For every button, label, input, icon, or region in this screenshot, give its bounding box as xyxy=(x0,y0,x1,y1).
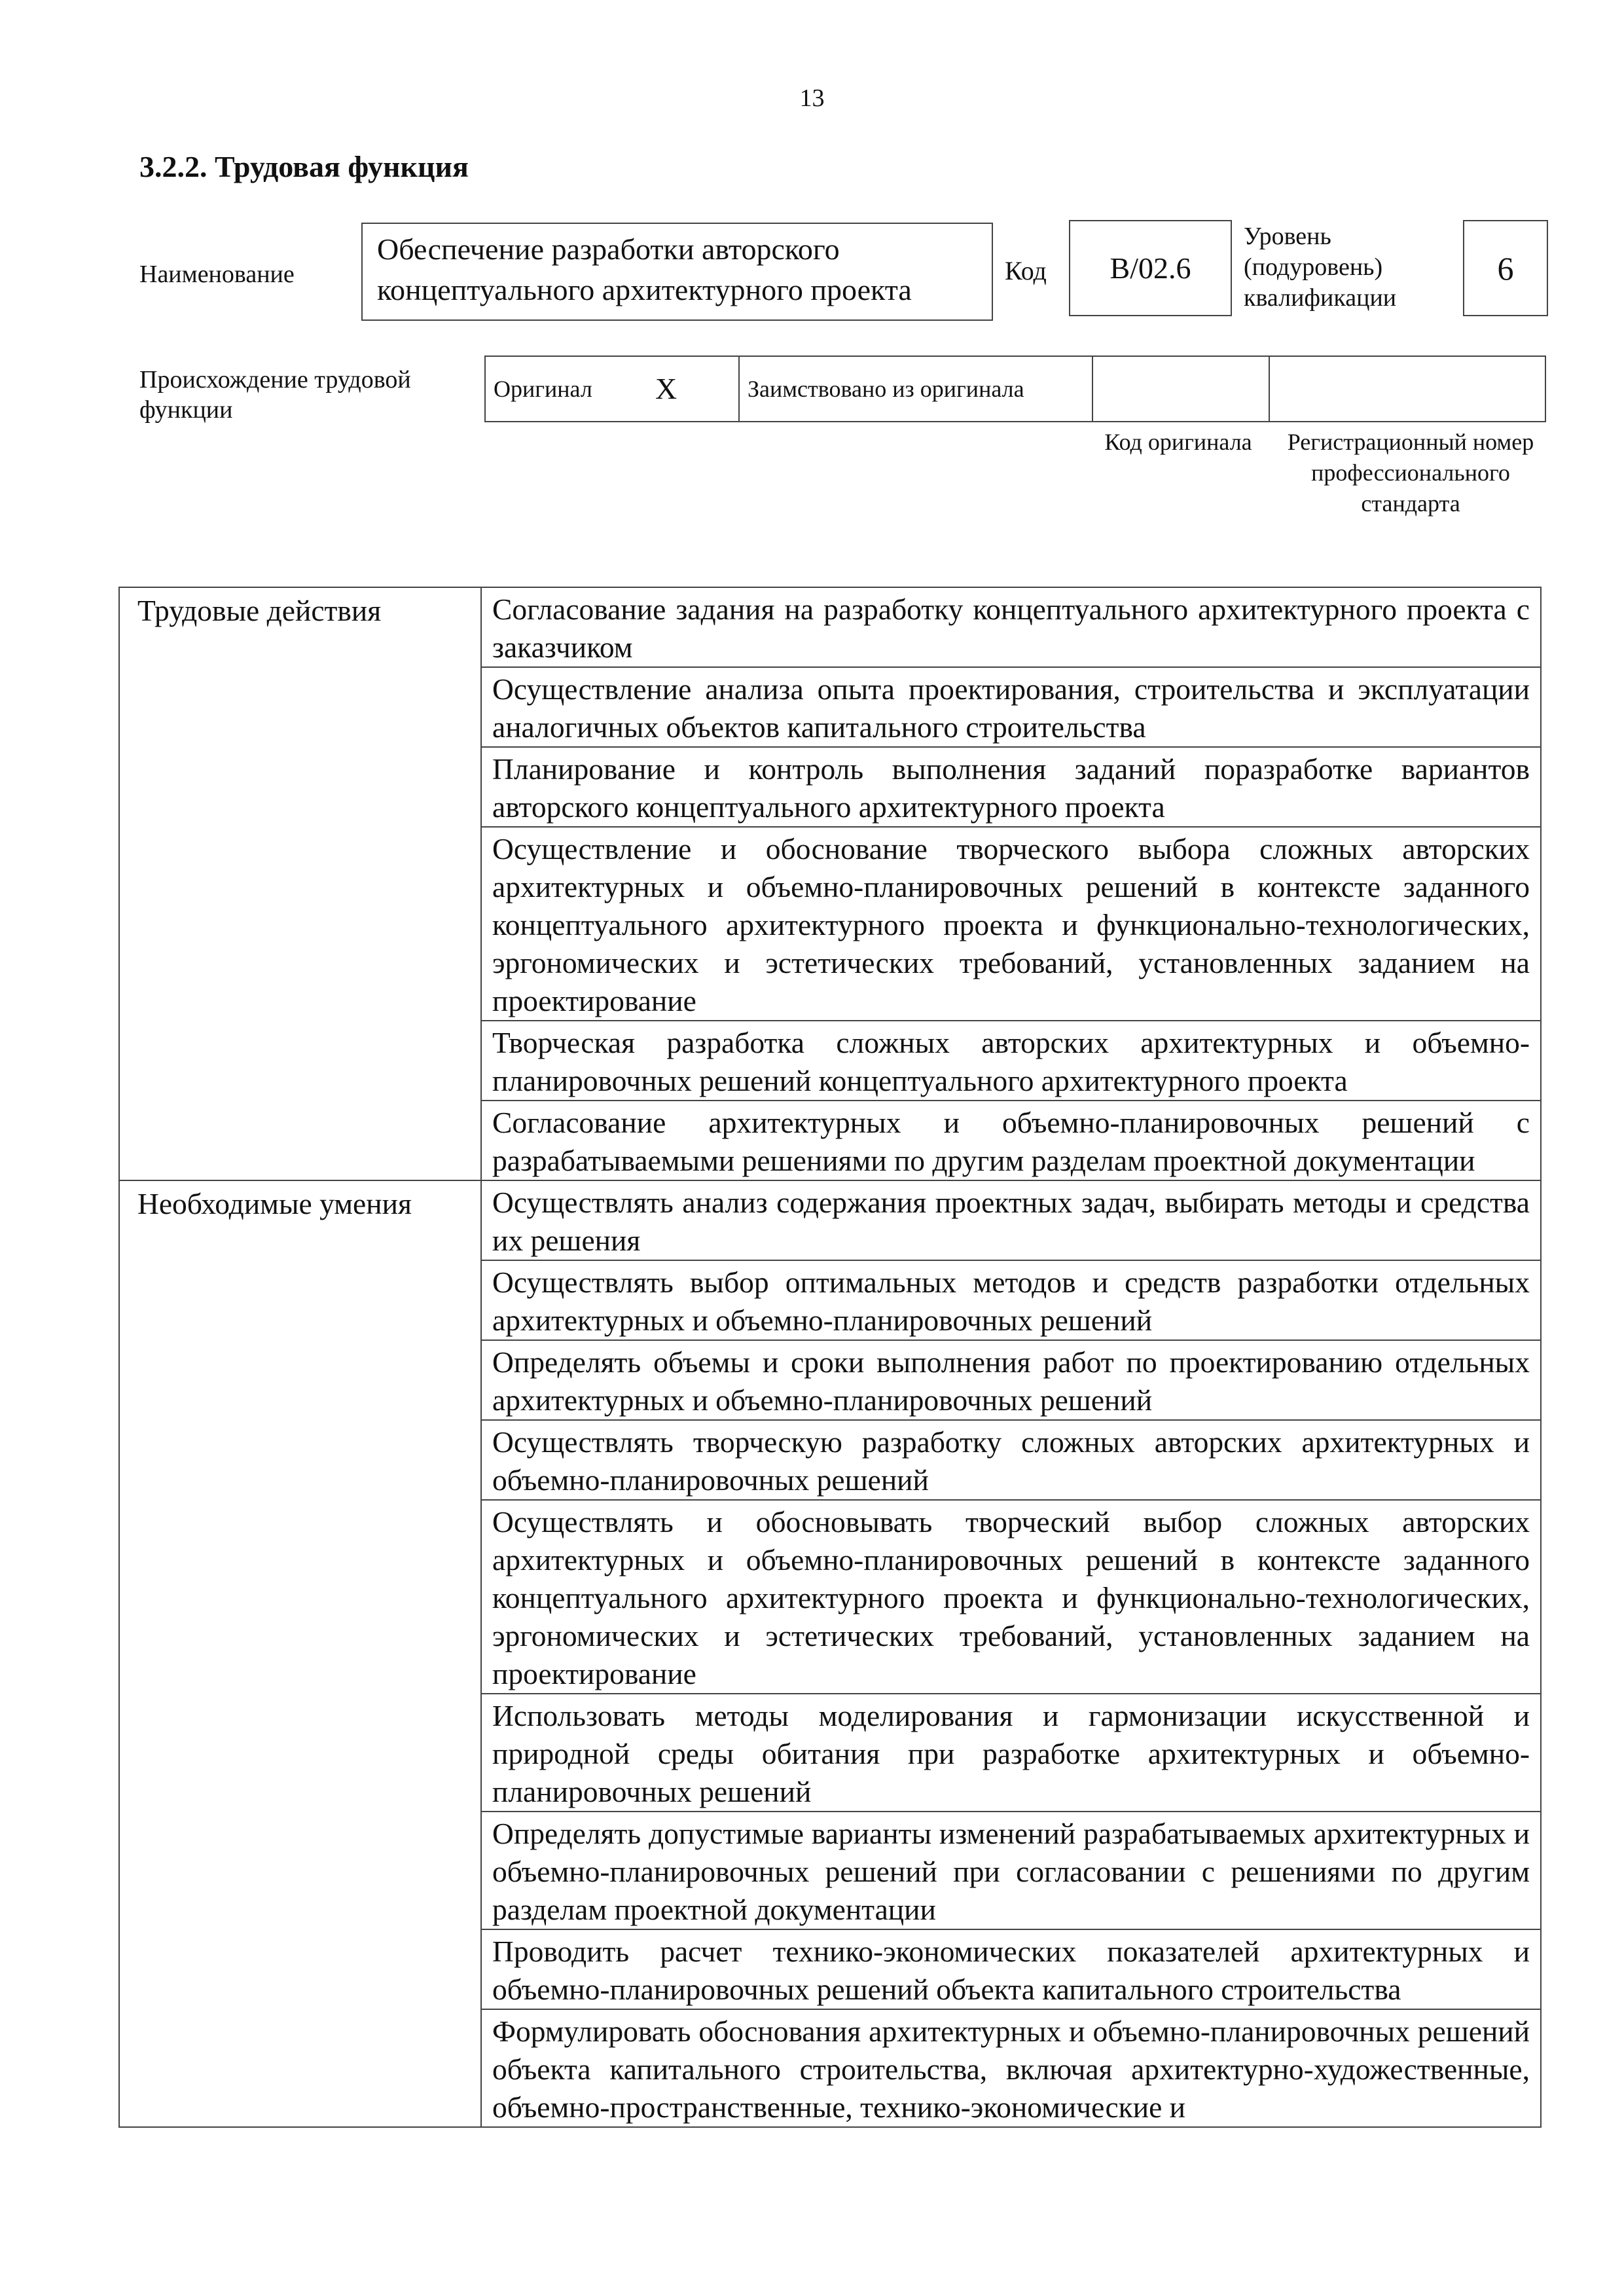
original-mark: X xyxy=(647,356,739,422)
code-label: Код xyxy=(1005,256,1047,285)
level-value: 6 xyxy=(1497,249,1514,287)
table-row xyxy=(119,1180,1541,1260)
level-box xyxy=(1463,220,1548,316)
origin-table xyxy=(484,355,1546,422)
origin-label: Происхождение трудовой функции xyxy=(139,366,411,424)
section-item: Осуществлять творческую разработку сложных авторских архитектурных и объемно-планировочных решений xyxy=(481,1420,1541,1500)
section-item: Осуществление анализа опыта проектирования, строительства и эксплуатации аналогичных объектов капитального строительства xyxy=(481,667,1541,747)
section-item: Осуществлять анализ содержания проектных задач, выбирать методы и средства их решения xyxy=(481,1180,1541,1260)
section-item: Проводить расчет технико-экономических показателей архитектурных и объемно-планировочных решений объекта капитального строительства xyxy=(481,1929,1541,2009)
code-caption: Код оригинала xyxy=(1104,429,1252,455)
section-item: Осуществлять выбор оптимальных методов и средств разработки отдельных архитектурных и объемно-планировочных решений xyxy=(481,1260,1541,1340)
registration-caption: Регистрационный номер профессионального стандарта xyxy=(1287,429,1534,517)
name-label: Наименование xyxy=(139,261,295,288)
code-box xyxy=(1069,220,1232,316)
borrowed-label: Заимствовано из оригинала xyxy=(739,356,1092,422)
original-label: Оригинал xyxy=(485,356,647,422)
page-number: 13 xyxy=(799,84,825,112)
section-category: Трудовые действия xyxy=(119,587,481,1180)
function-name-value: Обеспечение разработки авторского концептуального архитектурного проекта xyxy=(377,232,912,306)
competency-table xyxy=(118,587,1542,2128)
section-item: Осуществление и обоснование творческого выбора сложных авторских архитектурных и объемно-планировочных решений в контексте заданного концептуального архитектурного проекта и функционально-технологических, эргономических и эстетических требований, установленных заданием на проектирование xyxy=(481,827,1541,1021)
section-category: Необходимые умения xyxy=(119,1180,481,2127)
section-item: Формулировать обоснования архитектурных и объемно-планировочных решений объекта капитального строительства, включая архитектурно-художественные, объемно-пространственные, технико-экономические и xyxy=(481,2009,1541,2127)
section-item: Творческая разработка сложных авторских архитектурных и объемно-планировочных решений концептуального архитектурного проекта xyxy=(481,1021,1541,1101)
section-item: Согласование задания на разработку концептуального архитектурного проекта с заказчиком xyxy=(481,587,1541,667)
section-item: Определять допустимые варианты изменений разрабатываемых архитектурных и объемно-планировочных решений при согласовании с решениями по другим разделам проектной документации xyxy=(481,1812,1541,1929)
section-item: Осуществлять и обосновывать творческий выбор сложных авторских архитектурных и объемно-планировочных решений в контексте заданного концептуального архитектурного проекта и функционально-технологических, эргономических и эстетических требований, установленных заданием на проектирование xyxy=(481,1500,1541,1694)
section-item: Согласование архитектурных и объемно-планировочных решений с разрабатываемыми решениями по другим разделам проектной документации xyxy=(481,1101,1541,1180)
section-item: Использовать методы моделирования и гармонизации искусственной и природной среды обитания при разработке архитектурных и объемно-планировочных решений xyxy=(481,1694,1541,1812)
code-value: В/02.6 xyxy=(1110,251,1191,285)
section-title: 3.2.2. Трудовая функция xyxy=(139,150,469,183)
function-name-box xyxy=(361,223,993,321)
level-label: Уровень (подуровень) квалификации xyxy=(1244,223,1397,312)
section-item: Планирование и контроль выполнения заданий поразработке вариантов авторского концептуального архитектурного проекта xyxy=(481,747,1541,827)
original-code-cell xyxy=(1092,356,1269,422)
registration-number-cell xyxy=(1269,356,1545,422)
table-row xyxy=(119,587,1541,667)
section-item: Определять объемы и сроки выполнения работ по проектированию отдельных архитектурных и объемно-планировочных решений xyxy=(481,1340,1541,1420)
